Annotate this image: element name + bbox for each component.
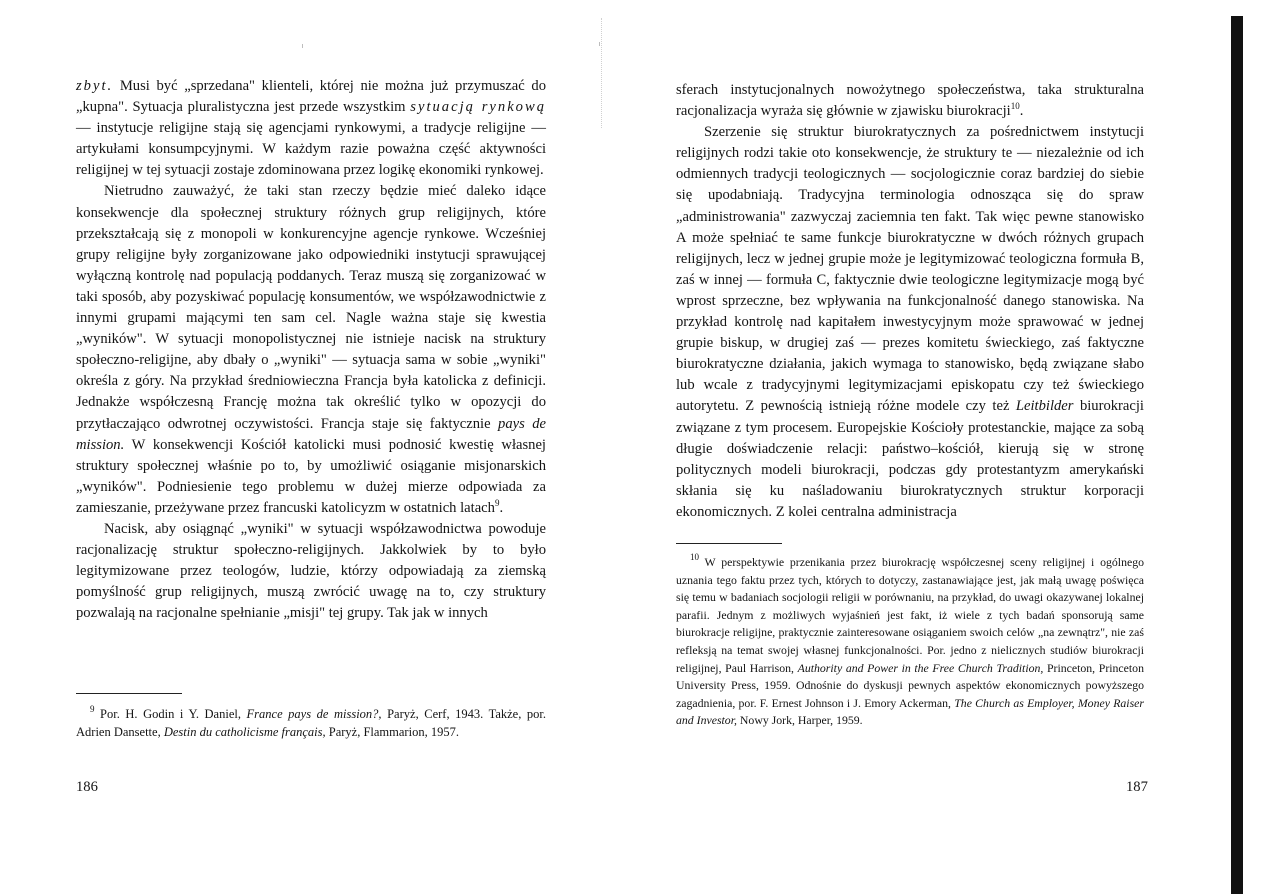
text-run: W konsekwencji Kościół katolicki musi podnosić kwestię własnej struktury społecznej właśnie po to, by umożliwić osiąganie misjonarskich „wyników". Podniesienie tego problemu w dużej mierze odpowiada za zamieszanie, przeżywane przez francuski katolicyzm w ostatnich latach [76,436,546,516]
footnote-ref: 9 [494,497,500,508]
right-footnotes [676,554,1144,730]
paragraph [676,80,1144,122]
text-run: pays de mission. [76,415,546,453]
paragraph [76,181,546,519]
footnote-separator [676,543,782,544]
footnote [676,554,1144,730]
text-run: sferach instytucjonalnych nowożytnego społeczeństwa, taka strukturalna racjonalizacja wyraża się głównie w zjawisku biurokracji [676,82,1144,120]
left-page [0,0,620,894]
footnote-ref: 10 [1010,101,1020,112]
text-run: . [499,499,504,516]
left-body-text [76,76,546,624]
footnote-separator [76,693,182,694]
right-body-text [676,80,1144,523]
page-number: 186 [76,779,98,795]
text-run: Paryż, Flammarion, 1957. [325,724,459,739]
paragraph [76,519,546,624]
text-run: France pays de mission?, [246,707,382,721]
left-footnotes [76,706,546,742]
text-run: — instytucje religijne stają się agencjami rynkowymi, a tradycje religijne — artykułami konsumpcyjnymi. W każdym razie poważna część aktywności religijnej w tej sytuacji zostaje zdominowana przez logikę ekonomiki rynkowej. [76,120,546,179]
text-run: W perspektywie przenikania przez biurokrację współczesnej sceny religijnej i ogólnego uznania tego faktu przez tych, których to dotyczy, zastanawiające jest, jak małą uwagę poświęca się temu w badaniach socjologii religii w porównaniu, na przykład, do uwagi okazywanej lokalnej parafii. Jednym z możliwych wyjaśnień jest fakt, iż wiele z tych badań sponsorują same biurokracje religijne, praktycznie zainteresowane osiąganiem swoich celów „na zewnątrz", nie zaś refleksją na temat swojej własnej funkcjonalności. Por. jedno z nielicznych studiów biurokracji religijnej, Paul Harrison, [676,555,1144,675]
text-run: . [1019,103,1024,120]
scan-edge-bar [1231,16,1243,894]
page-number: 187 [1126,779,1148,795]
text-run: The Church as Employer, Money Raiser and Investor, [676,695,1144,728]
paragraph [676,122,1144,523]
text-run: Authority and Power in the Free Church Tradition, [797,660,1044,675]
text-run: biurokracji związane z tym procesem. Europejskie Kościoły protestanckie, mające za sobą długie doświadczenie relacji: państwo–kościół, kierują się w stronę politycznych modeli biurokracji, podczas gdy protestantyzm amerykański skłania się ku naśladowaniu biurokratycznych struktur korporacji ekonomicznych. Z kolei centralna administracja [676,398,1144,520]
text-run: Princeton, Princeton University Press, 1959. Odnośnie do dyskusji pewnych aspektów ekonomicznych powyższego zagadnienia, por. F. Ernest Johnson i J. Emory Ackerman, [676,660,1144,710]
footnote-ref: 9 [90,704,95,714]
text-run: Nowy Jork, Harper, 1959. [736,713,863,728]
footnote-ref: 10 [690,552,699,562]
footnote [76,706,546,742]
text-run: Nacisk, aby osiągnąć „wyniki" w sytuacji współzawodnictwa powoduje racjonalizację struktur społeczno-religijnych. Jakkolwiek by to było legitymizowane przez teologów, ludzie, którzy odpowiadają za ziemską pomyślność grup religijnych, muszą zwrócić uwagę na to, czy struktury pozwalają na racjonalne spełnianie „misji" tej grupy. Tak jak w innych [76,520,546,622]
text-run: Paryż, Cerf, 1943. Także, por. Adrien Dansette, [76,707,546,739]
text-run: Musi być „sprzedana" klienteli, której nie można już przymuszać do „kupna". Sytuacja pluralistyczna jest przede wszystkim [76,78,546,116]
text-run: Destin du catholicisme français, [163,724,326,739]
text-run: Por. H. Godin i Y. Daniel, [94,707,247,721]
right-page [620,0,1262,894]
paragraph [76,76,546,181]
text-run: sytuacją rynkową [410,99,546,116]
text-run: zbyt. [76,78,114,94]
text-run: Szerzenie się struktur biurokratycznych za pośrednictwem instytucji religijnych rodzi takie oto konsekwencje, że struktury te — niezależnie od ich odmiennych tradycji teologicznych — socjologicznie coraz bardziej do siebie się upodabniają. Tradycyjna terminologia odnosząca się do spraw „administrowania" zazwyczaj zaciemnia ten fakt. Tak więc pewne stanowisko A może spełniać te same funkcje biurokratyczne w dwóch różnych grupach religijnych, lecz w jednej grupie może je legitymizować teologiczna formuła B, zaś w innej — formuła C, faktycznie dwie teologiczne legitymizacje mogą być wprost sprzeczne, bez wpływania na funkcjonalność danego stanowiska. Na przykład kontrolę nad kapitałem inwestycyjnym może sprawować w jednej grupie biskup, w drugiej zaś — prezes komitetu świeckiego, zaś faktyczne biurokratyczne działania, jakich wymaga to stanowisko, będą związane słabo lub wcale z tradycyjnymi legitymizacjami episkopatu czy też świeckiego autorytetu. Z pewnością istnieją różne modele czy też [676,124,1144,415]
text-run: Leitbilder [1015,398,1074,415]
text-run: Nietrudno zauważyć, że taki stan rzeczy będzie mieć daleko idące konsekwencje dla społecznej struktury różnych grup religijnych, które przekształcają się z monopoli w konkurencyjne agencje rynkowe. Wcześniej grupy religijne były zorganizowane jako odpowiedniki instytucji sprawującej wyłączną kontrolę nad populacją poddanych. Teraz muszą się zorganizować w taki sposób, aby pozyskiwać populację konsumentów, we współzawodnictwie z innymi grupami mającymi ten sam cel. Nagle ważna staje się kwestia „wyników". W sytuacji monopolistycznej nie istnieje nacisk na struktury społeczno-religijne, aby dbały o „wyniki" — sytuacja sama w sobie „wyniki" określa z góry. Na przykład średniowieczna Francja była katolicka z definicji. Jednakże współczesną Francję można tak określić tylko w opozycji do przytłaczająco odwrotnej oczywistości. Francja staje się faktycznie [76,183,546,432]
